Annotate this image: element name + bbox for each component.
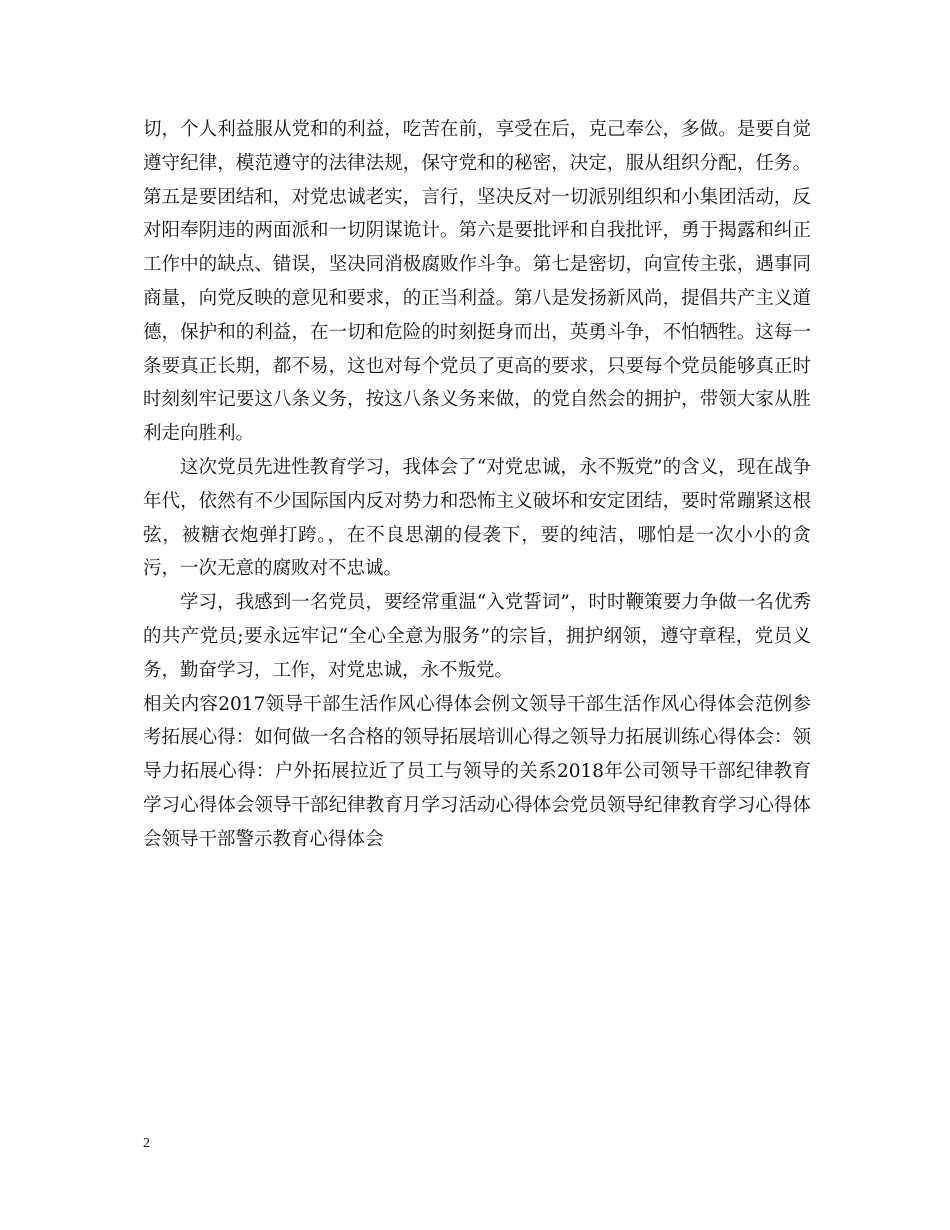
related-content: 相关内容2017领导干部生活作风心得体会例文领导干部生活作风心得体会范例参考拓展心得：如何做一名合格的领导拓展培训心得之领导力拓展训练心得体会：领导力拓展心得：户外拓展拉近了员工与领导的关系2018年公司领导干部纪律教育学习心得体会领导干部纪律教育月学习活动心得体会党员领导纪律教育学习心得体会领导干部警示教育心得体会 [143, 693, 811, 850]
paragraph-loyalty: 这次党员先进性教育学习，我体会了“对党忠诚，永不叛党”的含义，现在战争年代，依然有不少国际国内反对势力和恐怖主义破坏和安定团结，要时常蹦紧这根弦，被糖衣炮弹打跨。，在不良思潮的侵袭下，要的纯洁，哪怕是一次小小的贪污，一次无意的腐败对不忠诚。 [143, 456, 811, 580]
paragraph-study-conclusion: 学习，我感到一名党员，要经常重温“入党誓词”，时时鞭策要力争做一名优秀的共产党员;要永远牢记“全心全意为服务”的宗旨，拥护纲领，遵守章程，党员义务，勤奋学习，工作，对党忠诚，永不叛党。 [143, 592, 811, 681]
paragraph-duties-continued: 切，个人利益服从党和的利益，吃苦在前，享受在后，克己奉公，多做。是要自觉遵守纪律，模范遵守的法律法规，保守党和的秘密，决定，服从组织分配，任务。第五是要团结和，对党忠诚老实，言行，坚决反对一切派别组织和小集团活动，反对阳奉阴违的两面派和一切阴谋诡计。第六是要批评和自我批评，勇于揭露和纠正工作中的缺点、错误，坚决同消极腐败作斗争。第七是密切，向宣传主张，遇事同商量，向党反映的意见和要求，的正当利益。第八是发扬新风尚，提倡共产主义道德，保护和的利益，在一切和危险的时刻挺身而出，英勇斗争，不怕牺牲。这每一条要真正长期，都不易，这也对每个党员了更高的要求，只要每个党员能够真正时时刻刻牢记要这八条义务，按这八条义务来做，的党自然会的拥护，带领大家从胜利走向胜利。 [143, 119, 811, 445]
page-number: 2 [143, 1136, 150, 1151]
document-body [143, 113, 811, 857]
